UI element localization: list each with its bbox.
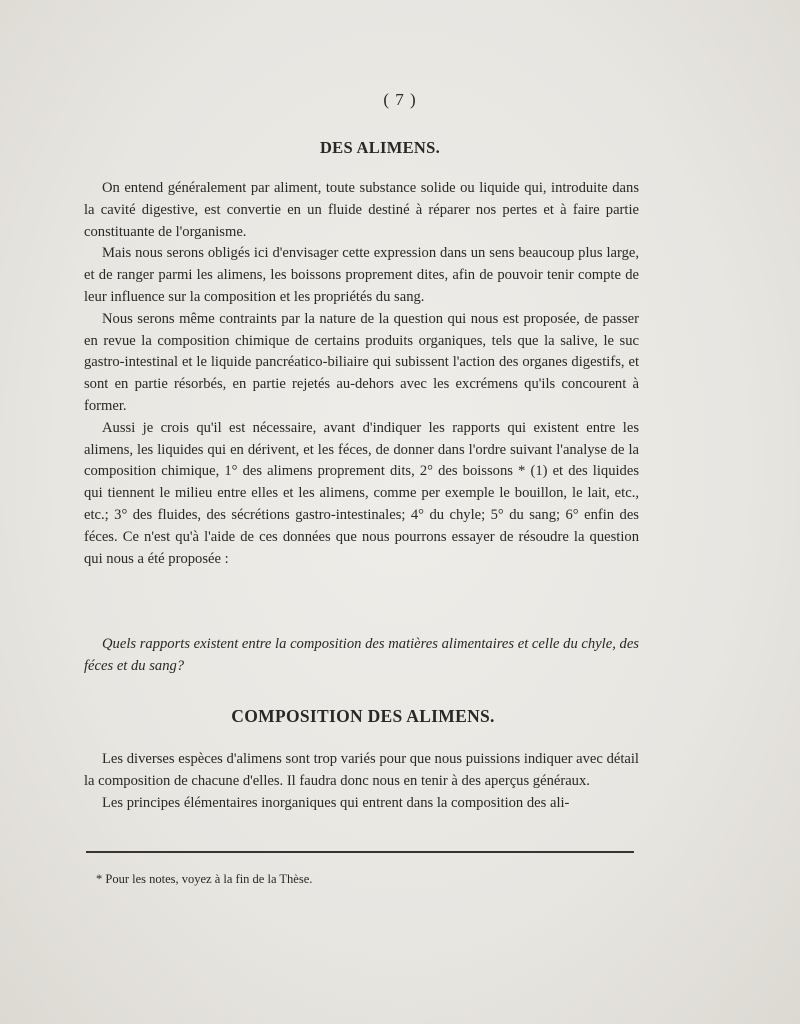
paragraph: Mais nous serons obligés ici d'envisager cette expression dans un sens beaucoup plus large, et de ranger parmi les alimens, les boissons proprement dites, afin de pouvoir tenir compte de leur influence sur la composition et les propriétés du sang. (84, 245, 639, 305)
paragraph: Aussi je crois qu'il est nécessaire, avant d'indiquer les rapports qui existent entre les alimens, les liquides qui en dérivent, et les féces, de donner dans l'ordre suivant l'analyse de la composition chimique, 1° des alimens proprement dits, 2° des boissons * (1) et des liquides qui tiennent le milieu entre elles et les alimens, comme per exemple le bouillon, le lait, etc., etc.; 3° des fluides, des sécrétions gastro-intestinales; 4° du chyle; 5° du sang; 6° enfin des féces. Ce n'est qu'à l'aide de ces données que nous pourrons essayer de résoudre la question qui nous a été proposée : (84, 419, 639, 567)
section2-body (84, 749, 639, 814)
paragraph: Les principes élémentaires inorganiques qui entrent dans la composition des ali- (102, 794, 570, 811)
page-number: ( 7 ) (383, 90, 417, 109)
section-title-composition: COMPOSITION DES ALIMENS. (231, 706, 495, 726)
question-text: Quels rapports existent entre la composition des matières alimentaires et celle du chyle, des féces et du sang? (84, 636, 639, 674)
paragraph: On entend généralement par aliment, toute substance solide ou liquide qui, introduite dans la cavité digestive, est convertie en un fluide destiné à réparer nos pertes et à faire partie constituante de l'organisme. (84, 180, 639, 240)
paragraph: Les diverses espèces d'alimens sont trop variés pour que nous puissions indiquer avec détail la composition de chacune d'elles. Il faudra donc nous en tenir à des aperçus généraux. (84, 751, 639, 789)
section-title-des-alimens: DES ALIMENS. (319, 138, 441, 157)
section1-body (84, 178, 639, 570)
footnote: * Pour les notes, voyez à la fin de la Thèse. (96, 872, 313, 886)
paragraph: Nous serons même contraints par la nature de la question qui nous est proposée, de passer en revue la composition chimique de certains produits organiques, tels que la salive, le suc gastro-intestinal et le liquide pancréatico-biliaire qui subissent l'action des organes digestifs, et sont en partie résorbés, en partie rejetés au-dehors avec les excrémens qu'ils concourent à former. (84, 310, 639, 414)
footnote-divider (86, 851, 634, 853)
